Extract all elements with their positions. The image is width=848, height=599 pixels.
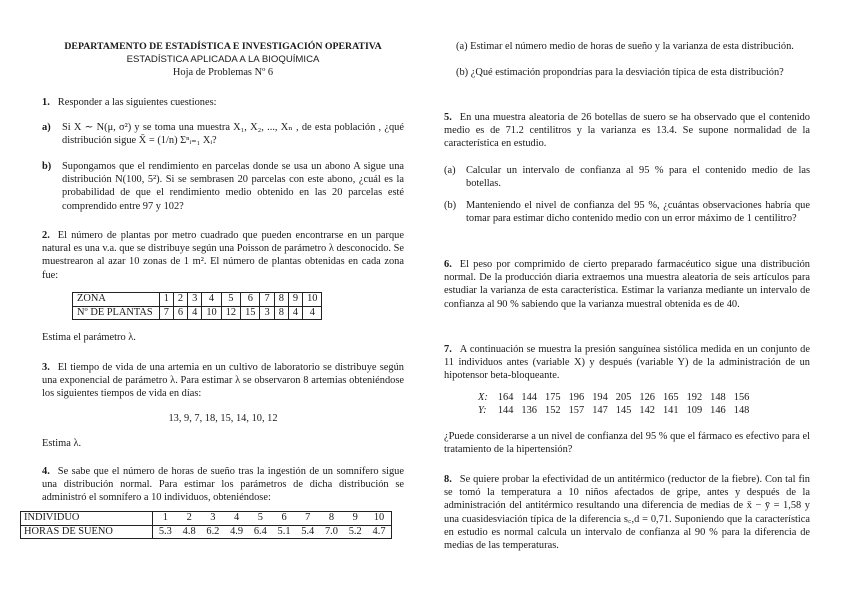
problem-1-part-b bbox=[42, 160, 404, 213]
problem-4-text bbox=[42, 465, 404, 505]
table-cell: 4.7 bbox=[367, 525, 391, 539]
table-row bbox=[21, 512, 392, 526]
table-cell: 4 bbox=[225, 512, 249, 526]
problem-1-intro bbox=[42, 96, 404, 109]
problem-text: A continuación se muestra la presión sanguínea sistólica medida en un conjunto de 11 individuos antes (variable X) y después (variable Y) de la administración de un hipotensor beta-bloqueante. bbox=[444, 344, 810, 382]
problem-6-text bbox=[444, 258, 810, 311]
table-cell: 205 bbox=[615, 392, 632, 403]
problem-text: El tiempo de vida de una artemia en un cultivo de laboratorio se distribuye según una exponencial de parámetro λ. Para estimar λ se observaron 8 artemias obteniéndose los siguientes tiempos de vida en días: bbox=[42, 362, 404, 400]
part-label: a) bbox=[42, 122, 51, 133]
table-cell: 3 bbox=[188, 293, 202, 307]
problem-2-after: Estima el parámetro λ. bbox=[42, 332, 136, 343]
row-header: Y: bbox=[478, 404, 487, 416]
problem-number: 6. bbox=[444, 259, 452, 270]
row-header: ZONA bbox=[73, 293, 160, 307]
table-cell: 8 bbox=[274, 306, 288, 320]
table-cell: 152 bbox=[545, 404, 561, 416]
table-cell: 6 bbox=[241, 293, 260, 307]
table-cell: 4.8 bbox=[177, 525, 201, 539]
table-cell: 6.2 bbox=[201, 525, 225, 539]
problem-3-text bbox=[42, 361, 404, 401]
table-cell: 15 bbox=[241, 306, 260, 320]
problem-text: En una muestra aleatoria de 26 botellas de suero se ha observado que el contenido medio es de 71.2 centilitros y la varianza es 13.4. Se supone normalidad de la característica en estudio. bbox=[444, 112, 810, 150]
row-header: Nº DE PLANTAS bbox=[73, 306, 160, 320]
table-row bbox=[474, 405, 753, 418]
table-cell: 4 bbox=[188, 306, 202, 320]
table-cell: 6.4 bbox=[248, 525, 272, 539]
table-cell: 3 bbox=[201, 512, 225, 526]
table-cell: 6 bbox=[173, 306, 187, 320]
table-cell: 6 bbox=[272, 512, 296, 526]
table-cell: 136 bbox=[521, 404, 537, 416]
table-cell: 146 bbox=[710, 404, 726, 416]
problem-7-after: ¿Puede considerarse a un nivel de confianza del 95 % que el fármaco es efectivo para el tratamiento de la hipertensión? bbox=[444, 431, 810, 456]
part-text: Si X ∼ N(μ, σ²) y se toma una muestra X₁, X₂, ..., Xₙ , de esta población , ¿qué distribución sigue X̄ = (1/n) Σⁿᵢ₌₁ Xᵢ? bbox=[62, 122, 404, 147]
part-label: b) bbox=[42, 161, 52, 172]
problem-8-text bbox=[444, 473, 810, 552]
table-row bbox=[474, 392, 753, 405]
problem-number: 4. bbox=[42, 466, 50, 477]
table-cell: 142 bbox=[639, 404, 655, 416]
table-cell: 10 bbox=[367, 512, 391, 526]
problem-4-part-b: (b) ¿Qué estimación propondrías para la desviación típica de esta distribución? bbox=[456, 67, 784, 78]
table-cell: 141 bbox=[662, 404, 679, 416]
problem-3-after: Estima λ. bbox=[42, 438, 82, 449]
table-cell: 5.2 bbox=[343, 525, 367, 539]
table-cell: 5 bbox=[248, 512, 272, 526]
table-cell: 5.3 bbox=[153, 525, 177, 539]
part-text: Supongamos que el rendimiento en parcelas donde se usa un abono A sigue una distribución N(100, 5²). Si se sembrasen 20 parcelas con este abono, ¿cuál es la probabilidad de que el rendimiento medio obtenido en las 20 parcelas esté comprendido entre 97 y 102? bbox=[62, 161, 404, 212]
table-cell: 157 bbox=[568, 404, 585, 416]
table-cell: 109 bbox=[686, 404, 703, 416]
problem-text: Se sabe que el número de horas de sueño tras la ingestión de un somnífero sigue una distribución normal. Para estimar los parámetros de dicha distribución se administró el somnífero a 10 individuos, obteniéndose: bbox=[42, 466, 404, 504]
part-label: (b) bbox=[444, 200, 457, 211]
table-cell: 10 bbox=[303, 293, 322, 307]
table-cell: 9 bbox=[343, 512, 367, 526]
problem-3-values: 13, 9, 7, 18, 15, 14, 10, 12 bbox=[168, 413, 278, 424]
problem-text: El número de plantas por metro cuadrado que pueden encontrarse en un parque natural es una v.a. que se distribuye según una Poisson de parámetro λ desconocido. Se muestrearon al azar 10 zonas de 1 m². El número de plantas obtenidas en cada zona fue: bbox=[42, 230, 404, 281]
table-cell: 147 bbox=[592, 404, 608, 416]
problem-5-part-a bbox=[444, 164, 810, 190]
row-header: X: bbox=[478, 392, 488, 403]
sleep-table bbox=[20, 511, 392, 539]
table-cell: 7.0 bbox=[320, 525, 344, 539]
table-cell: 9 bbox=[288, 293, 302, 307]
table-row bbox=[21, 525, 392, 539]
problem-number: 1. bbox=[42, 97, 50, 108]
blood-pressure-data bbox=[474, 392, 804, 417]
problem-1-part-a bbox=[42, 121, 404, 147]
table-cell: 2 bbox=[177, 512, 201, 526]
problem-number: 3. bbox=[42, 362, 50, 373]
table-cell: 4.9 bbox=[225, 525, 249, 539]
table-cell: 165 bbox=[662, 392, 679, 403]
table-cell: 12 bbox=[221, 306, 240, 320]
plants-table bbox=[72, 292, 322, 320]
table-cell: 5.1 bbox=[272, 525, 296, 539]
problem-text: El peso por comprimido de cierto preparado farmacéutico sigue una distribución normal. De la producción diaria extraemos una muestra aleatoria de seis artículos para estudiar la varianza de esta característica. Estimar la varianza mediante un intervalo de confianza al 90 % sabiendo que la varianza muestral obtenida es de 40. bbox=[444, 259, 810, 310]
problem-text: Responder a las siguientes cuestiones: bbox=[57, 97, 217, 108]
table-cell: 148 bbox=[733, 404, 750, 416]
problem-number: 8. bbox=[444, 474, 452, 485]
part-text: Manteniendo el nivel de confianza del 95 %, ¿cuántas observaciones habría que tomar para estimar dicho contenido medio con un error máximo de 1 centilitro? bbox=[466, 200, 810, 225]
table-cell: 1 bbox=[159, 293, 173, 307]
table-cell: 7 bbox=[260, 293, 274, 307]
problem-5-text bbox=[444, 111, 810, 151]
table-cell: 126 bbox=[639, 392, 655, 403]
table-cell: 164 bbox=[497, 392, 514, 403]
table-cell: 175 bbox=[545, 392, 561, 403]
problem-number: 7. bbox=[444, 344, 452, 355]
table-cell: 8 bbox=[320, 512, 344, 526]
table-cell: 4 bbox=[303, 306, 322, 320]
problem-4-part-a: (a) Estimar el número medio de horas de sueño y la varianza de esta distribución. bbox=[456, 41, 794, 52]
problem-number: 2. bbox=[42, 230, 50, 241]
blood-pressure-table bbox=[474, 392, 753, 417]
table-cell: 144 bbox=[497, 404, 514, 416]
table-cell: 2 bbox=[173, 293, 187, 307]
part-text: Calcular un intervalo de confianza al 95 % para el contenido medio de las botellas. bbox=[466, 165, 810, 190]
course-heading: ESTADÍSTICA APLICADA A LA BIOQUÍMICA bbox=[126, 54, 320, 65]
problem-text: Se quiere probar la efectividad de un antitérmico (reductor de la fiebre). Con tal fin se tomó la temperatura a 10 niños afectados de gripe, antes y después de la administración del antitérmico resultando una diferencia de medias de x̄ − ȳ = 1,58 y una cuasidesviación típica de la diferencia s꜀,d = 0,71. Suponiendo que la característica en estudio es normal calcula un intervalo de confianza al 90 % para la diferencia de medias de las temperaturas. bbox=[444, 474, 810, 552]
table-cell: 194 bbox=[592, 392, 608, 403]
table-cell: 156 bbox=[733, 392, 750, 403]
table-cell: 192 bbox=[686, 392, 703, 403]
table-row bbox=[73, 293, 322, 307]
table-cell: 196 bbox=[568, 392, 585, 403]
problem-5-part-b bbox=[444, 199, 810, 225]
department-heading: DEPARTAMENTO DE ESTADÍSTICA E INVESTIGACIÓN OPERATIVA bbox=[64, 41, 382, 52]
table-cell: 3 bbox=[260, 306, 274, 320]
part-label: (a) bbox=[444, 165, 456, 176]
plants-table-wrap bbox=[72, 292, 404, 320]
row-header: INDIVIDUO bbox=[21, 512, 153, 526]
problem-7-text bbox=[444, 343, 810, 383]
table-cell: 8 bbox=[274, 293, 288, 307]
table-cell: 5 bbox=[221, 293, 240, 307]
table-cell: 1 bbox=[153, 512, 177, 526]
table-cell: 4 bbox=[202, 293, 221, 307]
problem-number: 5. bbox=[444, 112, 452, 123]
sheet-heading: Hoja de Problemas Nº 6 bbox=[172, 67, 274, 78]
table-cell: 148 bbox=[710, 392, 726, 403]
table-cell: 4 bbox=[288, 306, 302, 320]
table-cell: 5.4 bbox=[296, 525, 320, 539]
table-cell: 144 bbox=[521, 392, 537, 403]
row-header: HORAS DE SUENO bbox=[21, 525, 153, 539]
table-row bbox=[73, 306, 322, 320]
sleep-table-wrap bbox=[20, 511, 404, 539]
table-cell: 7 bbox=[159, 306, 173, 320]
problem-2-text bbox=[42, 229, 404, 282]
table-cell: 7 bbox=[296, 512, 320, 526]
table-cell: 145 bbox=[615, 404, 632, 416]
table-cell: 10 bbox=[202, 306, 221, 320]
